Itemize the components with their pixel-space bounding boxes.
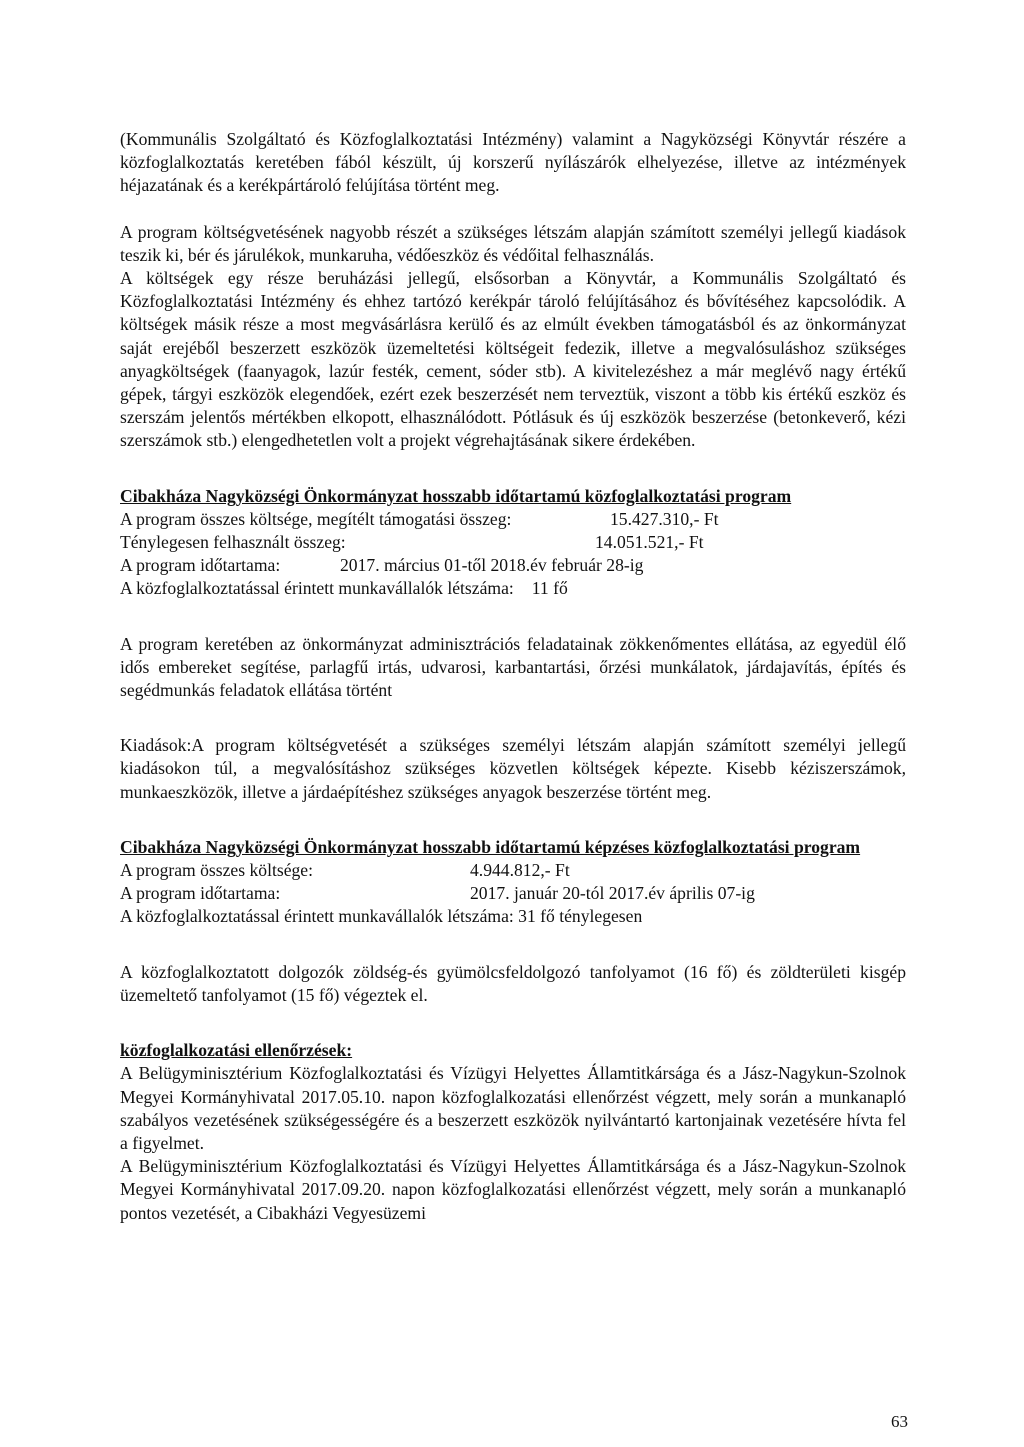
program1-heading: Cibakháza Nagyközségi Önkormányzat hosszabb időtartamú közfoglalkoztatási program [120,485,792,506]
program2-cost-value: 4.944.812,- Ft [470,860,570,881]
program1-workers-row [120,577,906,600]
program2-cost-label: A program összes költsége: [120,860,314,881]
program1-expenses: Kiadások:A program költségvetését a szükséges személyi létszám alapján számított személyi jellegű kiadásokon túl, a megvalósításhoz szükséges közvetlen költségek képezte. Kisebb kéziszerszámok, munkaeszközök, illetve a járdaépítéshez szükséges anyagok beszerzése történt meg. [120,735,906,802]
program2-cost-row [120,859,906,882]
program2-training: A közfoglalkoztatott dolgozók zöldség-és gyümölcsfeldolgozó tanfolyamot (16 fő) és zöldterületi kisgép üzemeltető tanfolyamot (15 fő) végeztek el. [120,961,906,1005]
program1-cost-label: A program összes költsége, megítélt támogatási összeg: [120,508,512,529]
inspections-heading: közfoglalkozatási ellenőrzések: [120,1040,353,1061]
program1-duration-row [120,554,906,577]
page-number: 63 [891,1412,908,1431]
program2-heading: Cibakháza Nagyközségi Önkormányzat hosszabb időtartamú képzéses közfoglalkoztatási program [120,836,861,857]
intro-paragraph-2: A program költségvetésének nagyobb részét a szükséges létszám alapján számított személyi jellegű kiadások teszik ki, bér és járulékok, munkaruha, védőeszköz és védőital felhasználás. [120,221,906,265]
program2-workers: A közfoglalkoztatással érintett munkavállalók létszáma: 31 fő ténylegesen [120,906,643,927]
program2-duration-label: A program időtartama: [120,883,281,904]
program1-description: A program keretében az önkormányzat adminisztrációs feladatainak zökkenőmentes ellátása, az egyedül élő idős embereket segítése, parlagfű irtás, udvarosi, karbantartási, őrzési munkálatok, járdajavítás, építés és segédmunkás feladatok ellátása történt [120,633,906,701]
program1-duration-value: 2017. március 01-től 2018.év február 28-ig [340,555,644,576]
program1-used-row [120,531,906,554]
program1-used-value: 14.051.521,- Ft [595,532,704,553]
intro-paragraph-1: (Kommunális Szolgáltató és Közfoglalkoztatási Intézmény) valamint a Nagyközségi Könyvtár részére a közfoglalkoztatás keretében fából készült, új korszerű nyílászárók elhelyezése, illetve az intézmények héjazatának és a kerékpártároló felújítása történt meg. [120,129,906,196]
program1-duration-label: A program időtartama: [120,555,281,576]
program2-duration-row [120,882,906,905]
program1-workers-value: 11 fő [531,578,568,599]
intro-paragraph-3: A költségek egy része beruházási jellegű, elsősorban a Könyvtár, a Kommunális Szolgáltató és Közfoglalkoztatási Intézmény és ehhez tartózó kerékpár tároló felújításához és bővítéséhez kapcsolódik. A költségek másik része a most megvásárlásra kerülő és az elmúlt években támogatásból és az önkormányzat saját erejéből beszerzett eszközök üzemeltetési költségeit fedezik, illetve a megvalósuláshoz szükséges anyagköltségek (faanyagok, lazúr festék, cement, sóder stb). A kivitelezéshez a már meglévő nagy értékű gépek, tárgyi eszközök elegendőek, ezért ezek beszerzését nem terveztük, viszont a több kis értékű eszköz és szerszám jelentős mértékben elkopott, elhasználódott. Pótlásuk és új eszközök beszerzése (betonkeverő, kézi szerszámok stb.) elengedhetetlen volt a projekt végrehajtásának sikere érdekében. [120,268,906,451]
document-page [120,128,906,1225]
inspections-paragraph-2: A Belügyminisztérium Közfoglalkoztatási és Vízügyi Helyettes Államtitkársága és a Jász-Nagykun-Szolnok Megyei Kormányhivatal 2017.09.20. napon közfoglalkozatási ellenőrzést végzett, mely során a munkanapló pontos vezetését, a Cibakházi Vegyesüzemi [120,1156,906,1223]
program2-duration-value: 2017. január 20-tól 2017.év április 07-ig [470,883,755,904]
program1-used-label: Ténylegesen felhasznált összeg: [120,532,346,553]
program1-workers-label: A közfoglalkoztatással érintett munkavállalók létszáma: [120,578,514,599]
program1-cost-value: 15.427.310,- Ft [610,508,719,529]
program1-cost-row [120,508,906,531]
inspections-paragraph-1: A Belügyminisztérium Közfoglalkoztatási és Vízügyi Helyettes Államtitkársága és a Jász-Nagykun-Szolnok Megyei Kormányhivatal 2017.05.10. napon közfoglalkozatási ellenőrzést végzett, mely során a munkanapló szabályos vezetésének szükségességére és a beszerzett eszközök nyilvántartó kartonjainak vezetésére hívta fel a figyelmet. [120,1063,906,1153]
